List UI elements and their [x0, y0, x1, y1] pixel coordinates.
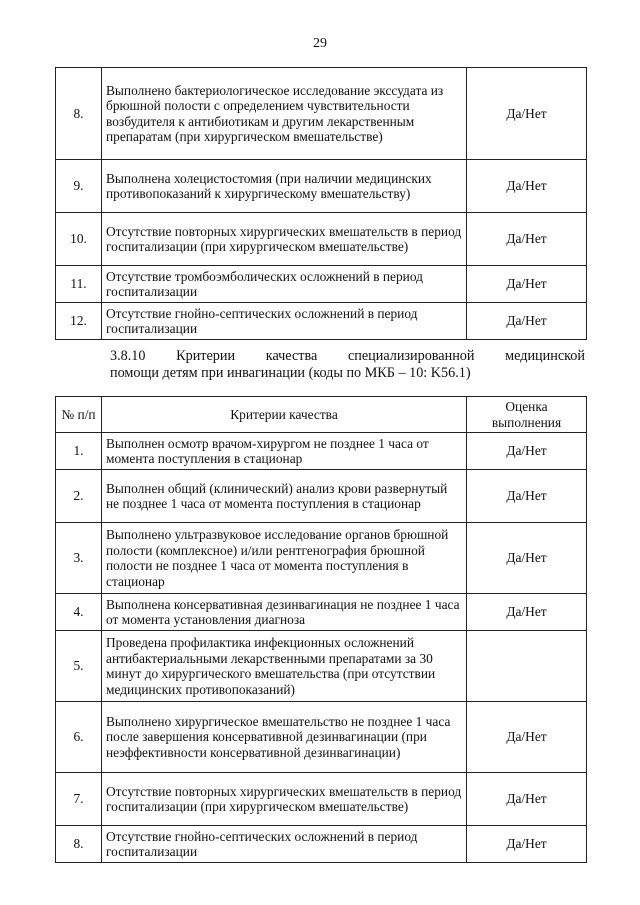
row-evaluation: Да/Нет: [467, 702, 587, 773]
row-number: 1.: [56, 433, 102, 470]
row-criterion: Выполнена холецистостомия (при наличии медицинских противопоказаний к хирургическому вмешательству): [102, 160, 467, 213]
criteria-table-continued: [55, 67, 587, 340]
row-criterion: Выполнен осмотр врачом-хирургом не позднее 1 часа от момента поступления в стационар: [102, 433, 467, 470]
row-evaluation: [467, 631, 587, 702]
row-evaluation: Да/Нет: [467, 68, 587, 160]
row-criterion: Отсутствие тромбоэмболических осложнений в период госпитализации: [102, 266, 467, 303]
row-criterion: Отсутствие гнойно-септических осложнений в период госпитализации: [102, 303, 467, 340]
table-row: [56, 160, 587, 213]
row-number: 6.: [56, 702, 102, 773]
row-number: 11.: [56, 266, 102, 303]
row-evaluation: Да/Нет: [467, 523, 587, 594]
table-row: [56, 594, 587, 631]
row-evaluation: Да/Нет: [467, 303, 587, 340]
header-evaluation: Оценка выполнения: [467, 397, 587, 433]
row-number: 7.: [56, 773, 102, 826]
row-evaluation: Да/Нет: [467, 826, 587, 863]
row-number: 4.: [56, 594, 102, 631]
row-number: 8.: [56, 68, 102, 160]
row-criterion: Выполнено бактериологическое исследование экссудата из брюшной полости с определением чувствительности возбудителя к антибиотикам и другим лекарственным препаратам (при хирургическом вмешательстве): [102, 68, 467, 160]
section-heading-line2: помощи детям при инвагинации (коды по МКБ – 10: K56.1): [110, 365, 471, 381]
row-evaluation: Да/Нет: [467, 213, 587, 266]
row-evaluation: Да/Нет: [467, 594, 587, 631]
table-header-row: [56, 397, 587, 433]
table-row: [56, 523, 587, 594]
table-row: [56, 773, 587, 826]
table-row: [56, 826, 587, 863]
section-heading: [110, 348, 585, 382]
row-number: 2.: [56, 470, 102, 523]
table-row: [56, 631, 587, 702]
criteria-table-intussusception: [55, 396, 587, 863]
row-number: 3.: [56, 523, 102, 594]
row-evaluation: Да/Нет: [467, 470, 587, 523]
row-criterion: Отсутствие повторных хирургических вмешательств в период госпитализации (при хирургическом вмешательстве): [102, 773, 467, 826]
section-heading-line1: 3.8.10 Критерии качества специализированной медицинской: [110, 348, 585, 364]
row-criterion: Выполнен общий (клинический) анализ крови развернутый не позднее 1 часа от момента поступления в стационар: [102, 470, 467, 523]
table-row: [56, 213, 587, 266]
row-criterion: Выполнено ультразвуковое исследование органов брюшной полости (комплексное) и/или рентгенография брюшной полости не позднее 1 часа от момента поступления в стационар: [102, 523, 467, 594]
row-criterion: Выполнено хирургическое вмешательство не позднее 1 часа после завершения консервативной дезинвагинации (при неэффективности консервативной дезинвагинации): [102, 702, 467, 773]
row-number: 10.: [56, 213, 102, 266]
table-row: [56, 68, 587, 160]
header-criterion: Критерии качества: [102, 397, 467, 433]
table-row: [56, 470, 587, 523]
table-row: [56, 266, 587, 303]
table-row: [56, 702, 587, 773]
row-evaluation: Да/Нет: [467, 433, 587, 470]
table-row: [56, 303, 587, 340]
row-evaluation: Да/Нет: [467, 160, 587, 213]
row-number: 9.: [56, 160, 102, 213]
row-number: 8.: [56, 826, 102, 863]
row-number: 12.: [56, 303, 102, 340]
row-criterion: Проведена профилактика инфекционных осложнений антибактериальными лекарственными препаратами за 30 минут до хирургического вмешательства (при отсутствии медицинских противопоказаний): [102, 631, 467, 702]
row-criterion: Отсутствие гнойно-септических осложнений в период госпитализации: [102, 826, 467, 863]
header-num: № п/п: [56, 397, 102, 433]
row-number: 5.: [56, 631, 102, 702]
row-evaluation: Да/Нет: [467, 773, 587, 826]
row-criterion: Выполнена консервативная дезинвагинация не позднее 1 часа от момента установления диагноза: [102, 594, 467, 631]
table-row: [56, 433, 587, 470]
row-evaluation: Да/Нет: [467, 266, 587, 303]
row-criterion: Отсутствие повторных хирургических вмешательств в период госпитализации (при хирургическом вмешательстве): [102, 213, 467, 266]
page-number: 29: [313, 36, 327, 51]
